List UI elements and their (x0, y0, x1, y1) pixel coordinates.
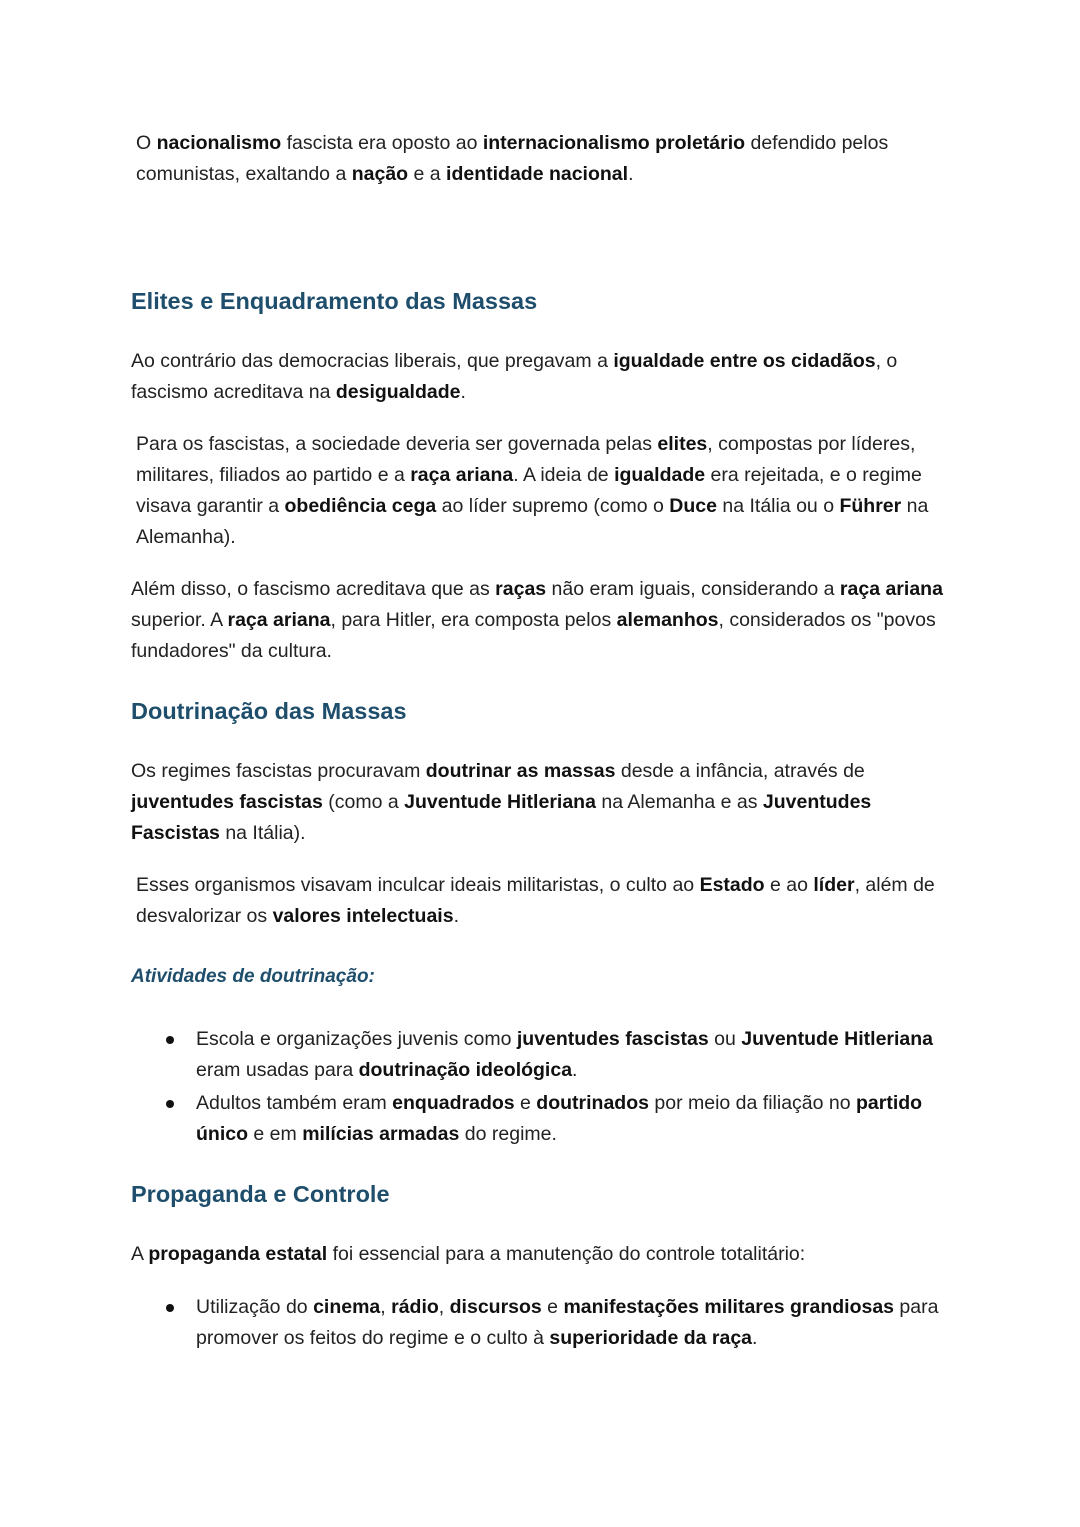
bullet-icon (166, 1304, 174, 1312)
elites-paragraph-1: Ao contrário das democracias liberais, que pregavam a igualdade entre os cidadãos, o fascismo acreditava na desigualdade. (131, 350, 898, 403)
section-heading-propaganda: Propaganda e Controle (131, 1181, 390, 1207)
section-heading-doutrinacao: Doutrinação das Massas (131, 698, 407, 724)
list-item (131, 1088, 961, 1150)
subheading-atividades: Atividades de doutrinação: (131, 966, 375, 987)
document-page (131, 128, 961, 1354)
doutrinacao-paragraph-2: Esses organismos visavam inculcar ideais militaristas, o culto ao Estado e ao líder, além de desvalorizar os valores intelectuais. (136, 874, 935, 927)
doutrinacao-bullet-list (131, 1024, 961, 1150)
propaganda-paragraph-1: A propaganda estatal foi essencial para a manutenção do controle totalitário: (131, 1243, 806, 1265)
doutrinacao-paragraph-1: Os regimes fascistas procuravam doutrinar as massas desde a infância, através de juventudes fascistas (como a Juventude Hitleriana na Alemanha e as Juventudes Fascistas na Itália). (131, 760, 872, 844)
list-item (131, 1024, 961, 1086)
elites-paragraph-3: Além disso, o fascismo acreditava que as raças não eram iguais, considerando a raça ariana superior. A raça ariana, para Hitler, era composta pelos alemanhos, considerados os "povos fundadores" da cultura. (131, 578, 943, 662)
section-heading-elites: Elites e Enquadramento das Massas (131, 288, 538, 314)
list-item-text: Utilização do cinema, rádio, discursos e manifestações militares grandiosas para promover os feitos do regime e o culto à superioridade da raça. (196, 1296, 939, 1349)
elites-paragraph-2: Para os fascistas, a sociedade deveria ser governada pelas elites, compostas por líderes, militares, filiados ao partido e a raça ariana. A ideia de igualdade era rejeitada, e o regime visava garantir a obediência cega ao líder supremo (como o Duce na Itália ou o Führer na Alemanha). (136, 433, 929, 548)
list-item-text: Escola e organizações juvenis como juventudes fascistas ou Juventude Hitleriana eram usadas para doutrinação ideológica. (196, 1028, 934, 1081)
list-item (131, 1292, 961, 1354)
intro-paragraph: O nacionalismo fascista era oposto ao internacionalismo proletário defendido pelos comunistas, exaltando a nação e a identidade nacional. (136, 132, 889, 185)
bullet-icon (166, 1100, 174, 1108)
bullet-icon (166, 1036, 174, 1044)
list-item-text: Adultos também eram enquadrados e doutrinados por meio da filiação no partido único e em milícias armadas do regime. (196, 1092, 923, 1145)
propaganda-bullet-list (131, 1292, 961, 1354)
